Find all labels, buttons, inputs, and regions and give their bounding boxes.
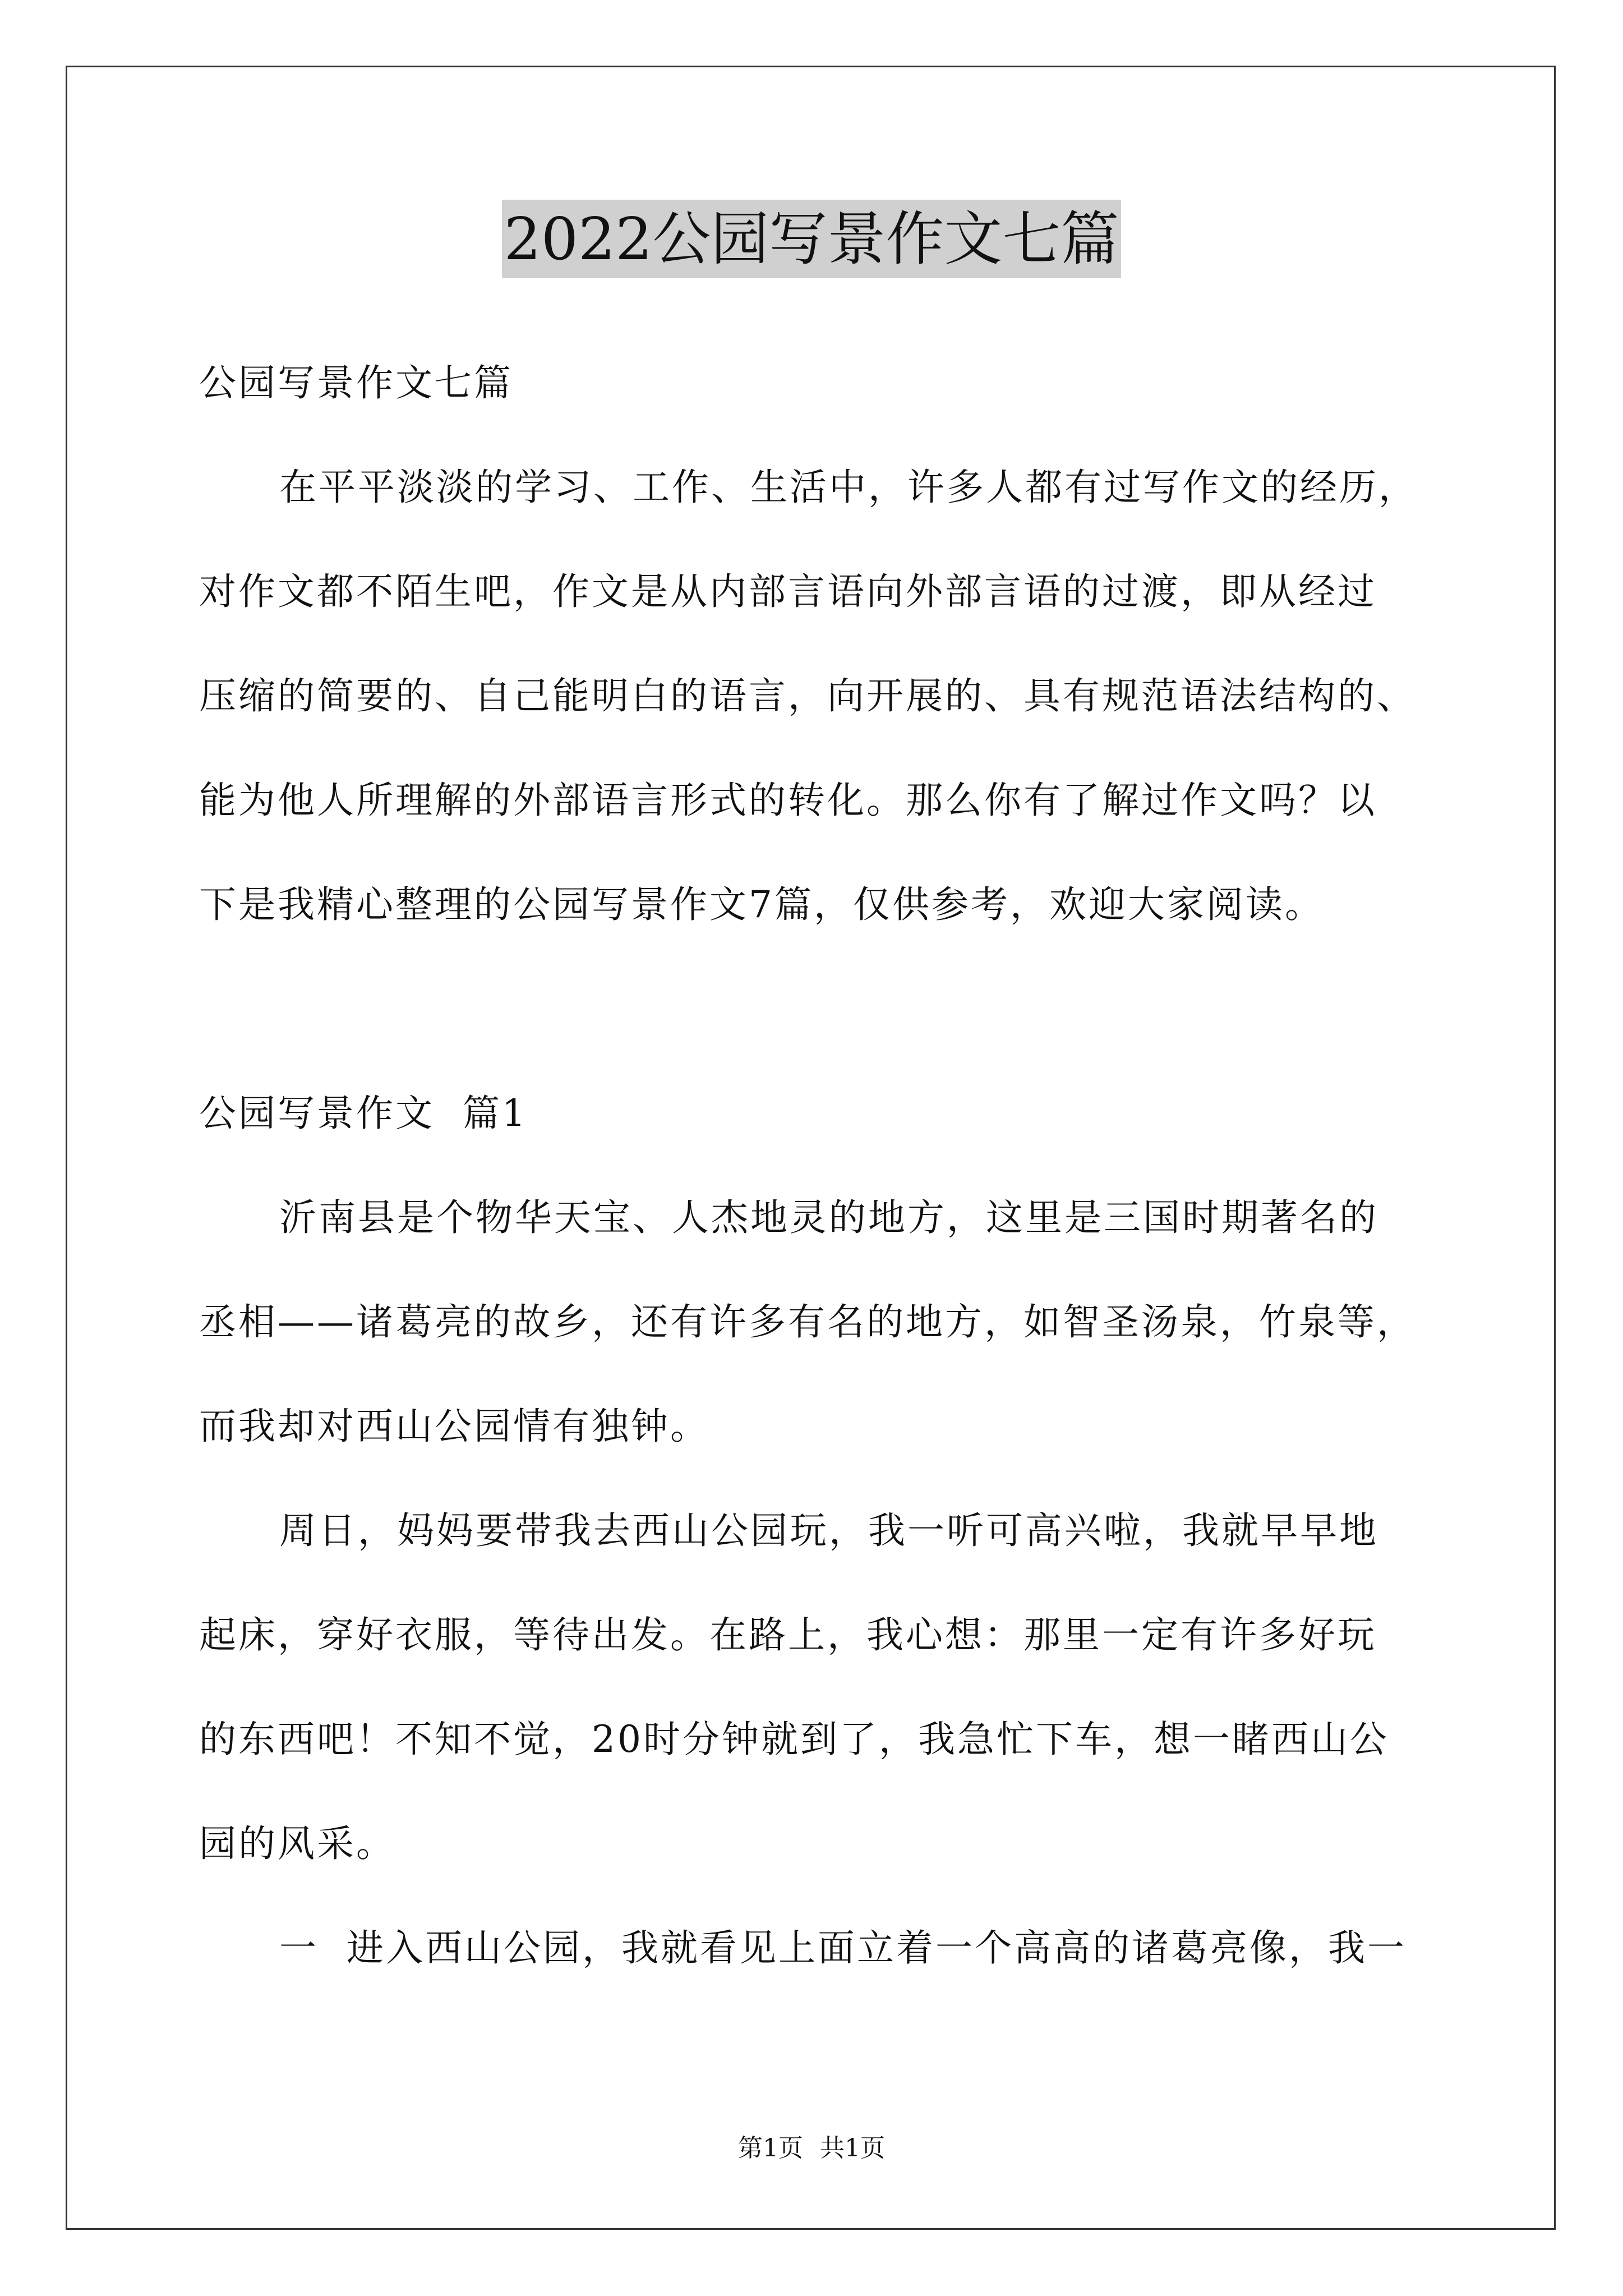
page-number-current: 第1页 <box>738 2134 803 2162</box>
page-footer <box>0 2132 1623 2165</box>
page-number-total: 共1页 <box>820 2134 885 2162</box>
intro-line: 对作文都不陌生吧，作文是从内部言语向外部言语的过渡，即从经过 <box>199 570 1377 613</box>
intro-line: 压缩的简要的、自己能明白的语言，向开展的、具有规范语法结构的、 <box>199 674 1416 717</box>
paragraph-line: 的东西吧！不知不觉，20时分钟就到了，我急忙下车，想一睹西山公 <box>199 1718 1389 1761</box>
paragraph-line: 园的风采。 <box>199 1822 395 1865</box>
paragraph-line: 周日，妈妈要带我去西山公园玩，我一听可高兴啦，我就早早地 <box>279 1509 1378 1552</box>
paragraph-3 <box>199 1896 1472 2000</box>
section-heading: 公园写景作文 篇1 <box>199 1092 528 1135</box>
intro-line: 下是我精心整理的公园写景作文7篇，仅供参考，欢迎大家阅读。 <box>199 883 1324 926</box>
document-body <box>199 331 1472 2000</box>
title-area <box>0 200 1623 278</box>
blank-line <box>199 957 1472 1061</box>
paragraph-1 <box>199 1166 1472 1479</box>
intro-line: 在平平淡淡的学习、工作、生活中，许多人都有过写作文的经历， <box>279 466 1418 509</box>
document-title: 2022公园写景作文七篇 <box>502 200 1122 278</box>
paragraph-line: 一 进入西山公园，我就看见上面立着一个高高的诸葛亮像，我一 <box>279 1926 1407 1970</box>
intro-paragraph <box>199 435 1472 957</box>
paragraph-2 <box>199 1479 1472 1896</box>
paragraph-line: 沂南县是个物华天宝、人杰地灵的地方，这里是三国时期著名的 <box>279 1196 1378 1239</box>
intro-line: 能为他人所理解的外部语言形式的转化。那么你有了解过作文吗？以 <box>199 779 1377 822</box>
paragraph-line: 而我却对西山公园情有独钟。 <box>199 1405 709 1448</box>
paragraph-line: 丞相——诸葛亮的故乡，还有许多有名的地方，如智圣汤泉，竹泉等， <box>199 1300 1416 1343</box>
paragraph-line: 起床，穿好衣服，等待出发。在路上，我心想：那里一定有许多好玩 <box>199 1613 1377 1657</box>
subtitle: 公园写景作文七篇 <box>199 361 513 404</box>
